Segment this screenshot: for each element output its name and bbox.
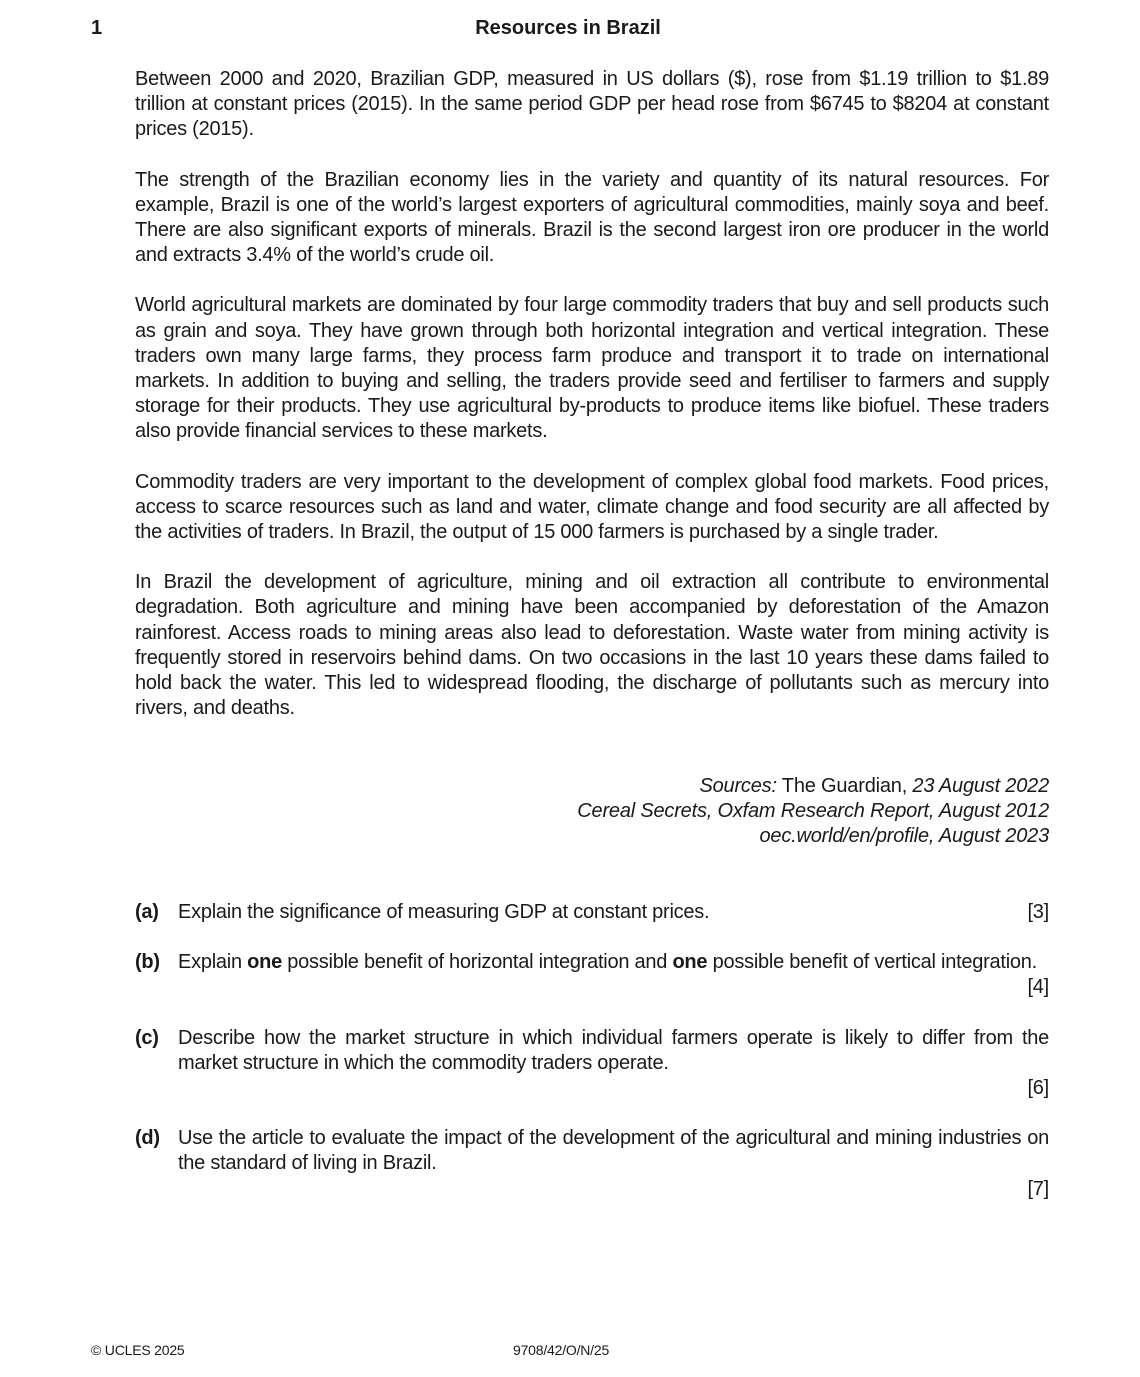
question-list [135, 900, 1049, 1202]
sources-prefix: Sources: [699, 775, 777, 797]
question-label: (b) [135, 951, 160, 974]
question-emphasis: one [672, 951, 708, 974]
question-item [135, 1026, 1049, 1102]
question-marks: [6] [1027, 1077, 1049, 1100]
copyright-notice: © UCLES 2025 [91, 1342, 185, 1358]
source-line: oec.world/en/profile, August 2023 [759, 825, 1049, 847]
source-line [577, 774, 1049, 799]
source-publication: The Guardian, [776, 775, 908, 797]
question-marks: [3] [1027, 901, 1049, 923]
question-emphasis: one [247, 951, 282, 974]
question-label: (a) [135, 901, 159, 923]
page-title: Resources in Brazil [475, 17, 661, 39]
question-item [135, 900, 1049, 925]
question-text: Use the article to evaluate the impact of the development of the agricultural and mining industries on the standard of living in Brazil. [178, 1127, 1049, 1175]
question-text: Describe how the market structure in which individual farmers operate is likely to differ from the market structure in which the commodity traders operate. [178, 1026, 1049, 1074]
question-label: (d) [135, 1127, 160, 1150]
question-text: Explain the significance of measuring GDP at constant prices. [178, 901, 710, 923]
question-item [135, 950, 1049, 1000]
question-text [178, 950, 1049, 975]
question-text-part: possible benefit of horizontal integration and [281, 951, 673, 974]
article-paragraph: Between 2000 and 2020, Brazilian GDP, measured in US dollars ($), rose from $1.19 trillion to $1.89 trillion at constant prices (2015). In the same period GDP per head rose from $6745 to $8204 at constant prices (2015). [135, 68, 1049, 141]
question-marks: [7] [1027, 1177, 1049, 1200]
article-body [135, 67, 1049, 746]
article-paragraph: In Brazil the development of agriculture, mining and oil extraction all contribute to environmental degradation. Both agriculture and mining have been accompanied by deforestation of the Amazon rainforest. Access roads to mining areas also lead to deforestation. Waste water from mining activity is frequently stored in reservoirs behind dams. On two occasions in the last 10 years these dams failed to hold back the water. This led to widespread flooding, the discharge of pollutants such as mercury into rivers, and deaths. [135, 571, 1049, 720]
paper-code: 9708/42/O/N/25 [513, 1342, 610, 1358]
article-paragraph: Commodity traders are very important to the development of complex global food markets. Food prices, access to scarce resources such as land and water, climate change and food security are all affected by the activities of traders. In Brazil, the output of 15 000 farmers is purchased by a single trader. [135, 470, 1049, 544]
question-marks: [4] [1027, 976, 1049, 999]
sources-citation [577, 774, 1049, 849]
source-date: 23 August 2022 [907, 775, 1049, 797]
question-number: 1 [91, 17, 103, 39]
question-text-part: Explain [178, 951, 248, 974]
article-paragraph: The strength of the Brazilian economy lies in the variety and quantity of its natural resources. For example, Brazil is one of the world’s largest exporters of agricultural commodities, mainly soya and beef. There are also significant exports of minerals. Brazil is the second largest iron ore producer in the world and extracts 3.4% of the world’s crude oil. [135, 168, 1049, 267]
question-text-part: possible benefit of vertical integration. [707, 951, 1037, 974]
article-paragraph: World agricultural markets are dominated by four large commodity traders that buy and sell products such as grain and soya. They have grown through both horizontal integration and vertical integration. These traders own many large farms, they process farm produce and transport it to trade on international markets. In addition to buying and selling, the traders provide seed and fertiliser to farmers and supply storage for their products. They use agricultural by-products to produce items like biofuel. These traders also provide financial services to these markets. [135, 294, 1049, 443]
question-label: (c) [135, 1026, 159, 1049]
source-line: Cereal Secrets, Oxfam Research Report, August 2012 [577, 800, 1049, 822]
question-item [135, 1126, 1049, 1202]
